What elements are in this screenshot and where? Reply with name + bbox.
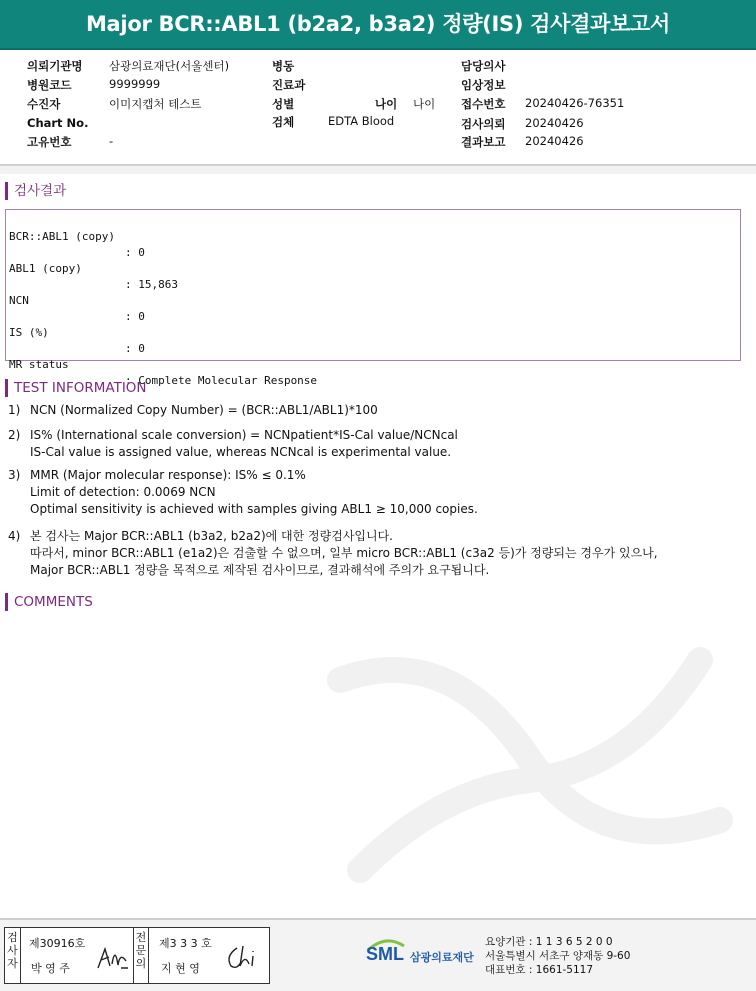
result-label: NCN <box>9 294 29 307</box>
item-number: 3) <box>8 468 21 482</box>
report-footer <box>0 918 756 991</box>
item-line: 따라서, minor BCR::ABL1 (e1a2)은 검출할 수 없으며, 일부 micro BCR::ABL1 (c3a2 등)가 정량되는 경우가 있으나, <box>30 546 658 560</box>
watermark-logo <box>300 620 756 920</box>
specialist-title: 전문의 <box>133 928 149 983</box>
address-line: 서울특별시 서초구 양재동 9-60 <box>485 950 631 962</box>
result-value: : 0 <box>125 342 145 355</box>
request-date-value: 20240426 <box>525 116 584 130</box>
result-label: MR status <box>9 358 69 371</box>
chart-no-label: Chart No. <box>27 116 89 130</box>
specimen-value: EDTA Blood <box>328 114 395 128</box>
item-line: Major BCR::ABL1 정량을 목적으로 제작된 검사이므로, 결과해석에 주의가 요구됩니다. <box>30 563 490 577</box>
specialist-signature <box>223 942 263 972</box>
age-label: 나이 <box>375 97 398 111</box>
result-row-ncn <box>9 277 145 323</box>
org-name: 삼광의료재단 <box>410 951 474 964</box>
examiner-license: 제30916호 <box>29 937 86 950</box>
result-row-bcr-abl1 <box>9 213 145 259</box>
address-block <box>485 935 630 977</box>
hospital-code-value: 9999999 <box>109 77 161 91</box>
results-header: 검사결과 <box>5 182 66 200</box>
address-line: 대표번호 : 1661-5117 <box>485 964 594 976</box>
item-number: 2) <box>8 428 21 442</box>
age-value: 나이 <box>413 97 436 111</box>
sml-logo <box>364 936 489 970</box>
result-value: : Complete Molecular Response <box>125 374 318 387</box>
specialist-license: 제3 3 3 호 <box>159 937 212 950</box>
result-row-is <box>9 309 145 355</box>
result-value: : 0 <box>125 310 145 323</box>
result-label: IS (%) <box>9 326 49 339</box>
examinee-label: 수진자 <box>27 97 61 111</box>
unique-no-label: 고유번호 <box>27 135 72 149</box>
comments-header: COMMENTS <box>5 593 93 611</box>
patient-info-block <box>0 56 756 168</box>
result-row-mr-status <box>9 341 318 387</box>
report-title: Major BCR::ABL1 (b2a2, b3a2) 정량(IS) 검사결과보고서 <box>85 12 671 36</box>
specialist-name: 지 현 영 <box>161 962 200 975</box>
institution-label: 의뢰기관명 <box>27 59 83 73</box>
item-line: Limit of detection: 0.0069 NCN <box>30 485 216 499</box>
doctor-label: 담당의사 <box>461 59 506 73</box>
result-value: : 15,863 <box>125 278 178 291</box>
examiner-title: 검사자 <box>5 928 21 983</box>
department-label: 진료과 <box>272 78 306 92</box>
unique-no-value: - <box>109 134 114 148</box>
results-box <box>5 209 741 387</box>
address-line: 요양기관 : 1 1 3 6 5 2 0 0 <box>485 936 613 948</box>
result-label: BCR::ABL1 (copy) <box>9 230 115 243</box>
hospital-code-label: 병원코드 <box>27 78 72 92</box>
item-line: Optimal sensitivity is achieved with samples giving ABL1 ≥ 10,000 copies. <box>30 502 478 516</box>
signature-box <box>4 927 270 984</box>
item-line: IS% (International scale conversion) = NCNpatient*IS-Cal value/NCNcal <box>30 428 458 442</box>
item-line: 본 검사는 Major BCR::ABL1 (b3a2, b2a2)에 대한 정량검사입니다. <box>30 529 393 543</box>
result-value: : 0 <box>125 246 145 259</box>
item-number: 1) <box>8 403 21 417</box>
result-label: ABL1 (copy) <box>9 262 82 275</box>
examinee-value: 이미지캡처 테스트 <box>109 97 202 111</box>
header-divider-band <box>0 166 756 174</box>
item-line: IS-Cal value is assigned value, whereas NCNcal is experimental value. <box>30 445 452 459</box>
institution-value: 삼광의료재단(서울센터) <box>109 59 230 73</box>
receipt-no-value: 20240426-76351 <box>525 96 625 110</box>
sex-label: 성별 <box>272 97 295 111</box>
examiner-signature <box>95 944 131 972</box>
item-line: NCN (Normalized Copy Number) = (BCR::ABL1/ABL1)*100 <box>30 403 378 417</box>
result-row-abl1 <box>9 245 178 291</box>
request-date-label: 검사의뢰 <box>461 117 506 131</box>
test-info-header: TEST INFORMATION <box>5 379 147 397</box>
specimen-label: 검체 <box>272 115 295 129</box>
ward-label: 병동 <box>272 59 295 73</box>
examiner-name: 박 영 주 <box>31 962 70 975</box>
logo-text: SML <box>366 944 404 964</box>
report-date-value: 20240426 <box>525 134 584 148</box>
item-number: 4) <box>8 529 21 543</box>
item-line: MMR (Major molecular response): IS% ≤ 0.1% <box>30 468 306 482</box>
report-date-label: 결과보고 <box>461 135 506 149</box>
report-title-bar <box>0 0 756 50</box>
clinical-info-label: 임상정보 <box>461 78 506 92</box>
receipt-no-label: 접수번호 <box>461 97 506 111</box>
